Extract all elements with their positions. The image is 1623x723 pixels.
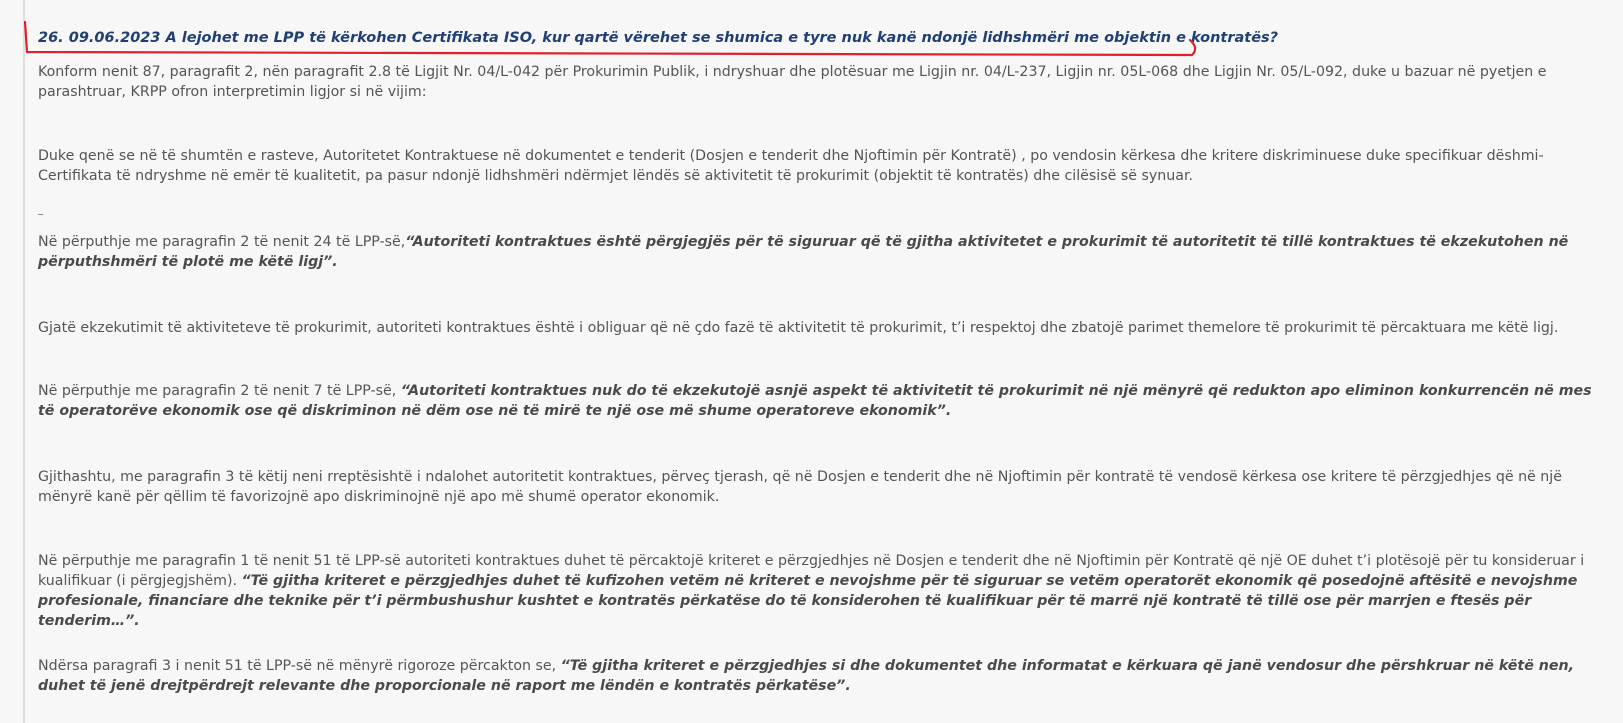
paragraph-3 — [38, 232, 1593, 272]
paragraph-8-quote: “Të gjitha kriteret e përzgjedhjes si dhe dokumentet dhe informatat e kërkuara që janë vendosur dhe përshkruar në këtë nen, duhet të jenë drejtpërdrejt relevante dhe proporcionale në raport me lëndën e kontratës përkatëse”. — [38, 658, 1574, 694]
paragraph-4 — [38, 318, 1593, 338]
question-title: 26. 09.06.2023 A lejohet me LPP të kërkohen Certifikata ISO, kur qartë vërehet se shumica e tyre nuk kanë ndonjë lidhshmëri me objektin e kontratës? — [38, 30, 1279, 46]
paragraph-7-text: Në përputhje me paragrafin 1 të nenit 51 të LPP-së autoriteti kontraktues duhet të përcaktojë kriteret e përzgjedhjes në Dosjen e tenderit dhe në Njoftimin për Kontratë që një OE duhet t’i plotësojë për tu konsideruar i kualifikuar (i përgjegjshëm). — [38, 553, 1585, 589]
paragraph-1-text: Konform nenit 87, paragrafit 2, nën paragrafit 2.8 të Ligjit Nr. 04/L-042 për Prokurimin Publik, i ndryshuar dhe plotësuar me Ligjin nr. 04/L-237, Ligjin nr. 05L-068 dhe Ligjin Nr. 05/L-092, duke u bazuar në pyetjen e parashtruar, KRPP ofron interpretimin ligjor si në vijim: — [38, 64, 1547, 100]
paragraph-8-text: Ndërsa paragrafi 3 i nenit 51 të LPP-së në mënyrë rigoroze përcakton se, — [38, 658, 561, 674]
paragraph-2-text: Duke qenë se në të shumtën e rasteve, Autoritetet Kontraktuese në dokumentet e tenderit (Dosjen e tenderit dhe Njoftimin për Kontratë) , po vendosin kërkesa dhe kritere diskriminuese duke specifikuar dëshmi-Certifikata të ndryshme në emër të kualitetit, pa pasur ndonjë lidhshmëri ndërmjet lëndës së aktivitetit të prokurimit (objektit të kontratës) dhe cilësisë së synuar. — [38, 148, 1544, 184]
paragraph-6 — [38, 467, 1593, 507]
paragraph-1 — [38, 62, 1593, 102]
paragraph-5 — [38, 381, 1593, 421]
paragraph-7-quote: “Të gjitha kriteret e përzgjedhjes duhet të kufizohen vetëm në kriteret e nevojshme për të siguruar se vetëm operatorët ekonomik që posedojnë aftësitë e nevojshme profesionale, financiare dhe teknike për t’i përmbushushur kushtet e kontratës përkatëse do të konsiderohen të kualifikuar për të marrë një kontratë të tillë ose për marrjen e ftesës për tenderim…”. — [38, 573, 1578, 629]
paragraph-8 — [38, 656, 1593, 696]
paragraph-5-quote: “Autoriteti kontraktues nuk do të ekzekutojë asnjë aspekt të aktivitetit të prokurimit në një mënyrë që redukton apo eliminon konkurrencën në mes të operatorëve ekonomik ose që diskriminon në dëm ose në të mirë te një ose më shume operatoreve ekonomik”. — [38, 383, 1592, 419]
left-border — [23, 0, 25, 723]
paragraph-6-text: Gjithashtu, me paragrafin 3 të këtij neni rreptësishtë i ndalohet autoritetit kontraktues, përveç tjerash, që në Dosjen e tenderit dhe në Njoftimin për kontratë të vendosë kërkesa ose kritere të përzgjedhjes që në një mënyrë kanë për qëllim të favorizojnë apo diskriminojnë një apo më shumë operator ekonomik. — [38, 469, 1562, 505]
paragraph-3-quote: “Autoriteti kontraktues është përgjegjës për të siguruar që të gjitha aktivitetet e prokurimit të autoritetit të tillë kontraktues të ekzekutohen në përputhshmëri të plotë me këtë ligj”. — [38, 234, 1569, 270]
stray-dash — [38, 214, 43, 215]
paragraph-7 — [38, 551, 1593, 631]
paragraph-2 — [38, 146, 1593, 186]
paragraph-4-text: Gjatë ekzekutimit të aktiviteteve të prokurimit, autoriteti kontraktues është i obliguar që në çdo fazë të aktivitetit të prokurimit, t’i respektoj dhe zbatojë parimet themelore të prokurimit të përcaktuara me këtë ligj. — [38, 320, 1559, 336]
paragraph-5-text: Në përputhje me paragrafin 2 të nenit 7 të LPP-së, — [38, 383, 401, 399]
paragraph-3-text: Në përputhje me paragrafin 2 të nenit 24 të LPP-së, — [38, 234, 406, 250]
